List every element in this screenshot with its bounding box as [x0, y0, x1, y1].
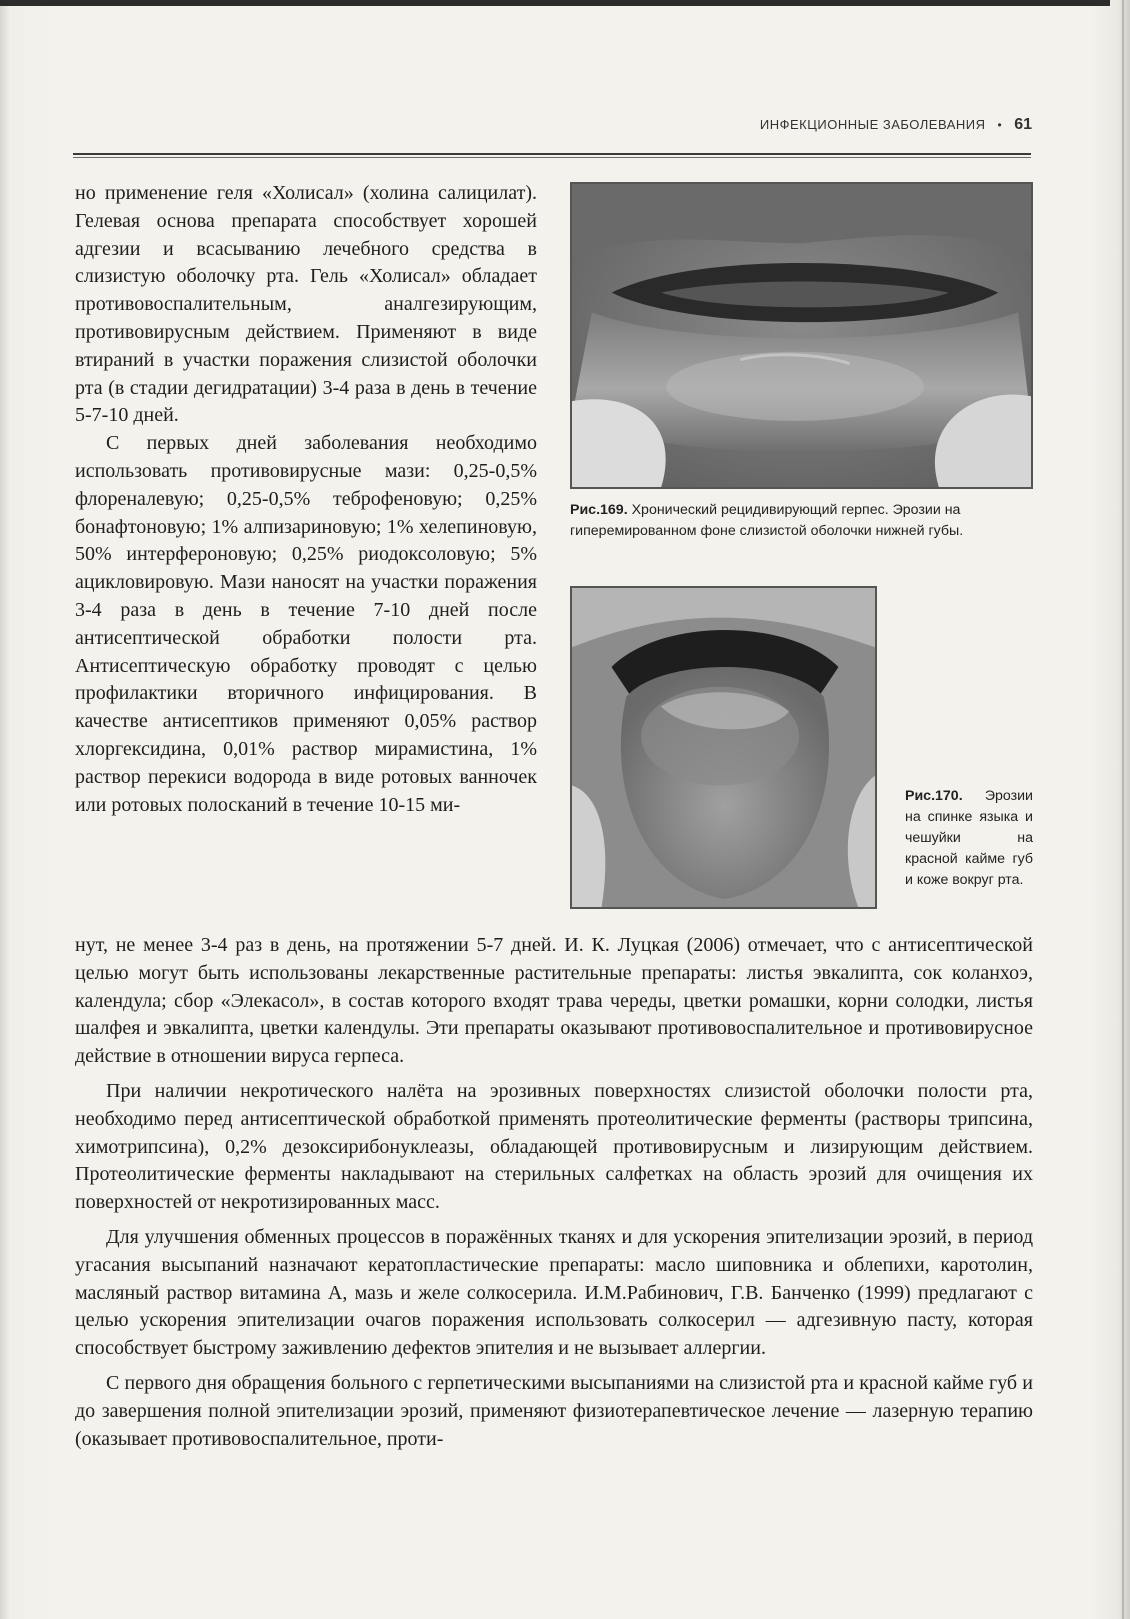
paragraph-6: С первого дня обращения больного с герпетическими высыпаниями на слизистой рта и красной кайме губ и до завершения полной эпителизации эрозий, применяют физиотерапевтическое лечение — лазерную терапию (оказывает противовоспалительное, проти- — [75, 1371, 1033, 1450]
paragraph-2: С первых дней заболевания необходимо использовать противовирусные мази: 0,25-0,5% флореналевую; 0,25-0,5% теброфеновую; 0,25% бонафтоновую; 1% алпизариновую; 1% хелепиновую, 50% интерфероновую; 0,25% риодоксоловую; 5% ацикловировую. Мази наносят на участки поражения 3-4 раза в день в течение 7-10 дней после антисептической обработки полости рта. Антисептическую обработку проводят с целью профилактики вторичного инфицирования. В качестве антисептиков применяют 0,05% раствор хлоргексидина, 0,01% раствор мирамистина, 1% раствор перекиси водорода в виде ротовых ванночек или ротовых полосканий в течение 10-15 ми- — [75, 432, 537, 816]
figure-170-caption — [905, 786, 1033, 891]
paragraph-5: Для улучшения обменных процессов в поражённых тканях и для ускорения эпителизации эрозий, в период угасания высыпаний назначают кератопластические препараты: масло шиповника и облепихи, каротолин, масляный раствор витамина А, мазь и желе солкосерила. И.М.Рабинович, Г.В. Банченко (1999) предлагают с целью ускорения эпителизации очагов поражения использовать солкосерил — адгезивную пасту, которая способствует быстрому заживлению дефектов эпителия и не вызывает аллергии. — [75, 1225, 1033, 1360]
paragraph-3: нут, не менее 3-4 раз в день, на протяжении 5-7 дней. И. К. Луцкая (2006) отмечает, что с антисептической целью могут быть использованы лекарственные растительные препараты: листья эвкалипта, сок коланхоэ, календула; сбор «Элекасол», в состав которого входят трава череды, цветки ромашки, корни солодки, листья шалфея и эвкалипта, цветки календулы. Эти препараты оказывают противовоспалительное и противовирусное действие в отношении вируса герпеса. — [75, 934, 1033, 1068]
header-rule-thick — [73, 153, 1031, 155]
paragraph-4: При наличии некротического налёта на эрозивных поверхностях слизистой оболочки полости рта, необходимо перед антисептической обработкой применять протеолитические ферменты (растворы трипсина, химотрипсина), 0,2% дезоксирибонуклеазы, обладающей противовирусным и лизирующим действием. Протеолитические ферменты накладывают на стерильных салфетках на область эрозий для очищения их поверхностей от некротизированных масс. — [75, 1079, 1033, 1214]
page-number: 61 — [1014, 116, 1032, 133]
left-text-column — [75, 180, 537, 819]
tongue-erosions-photo — [572, 588, 875, 907]
full-width-text — [75, 932, 1033, 1453]
figure-170-caption-text: Эрозии на спинке языка и чешуйки на красной кайме губ и коже вокруг рта. — [905, 788, 1033, 888]
lower-lip-herpes-photo — [572, 184, 1031, 487]
bullet-separator: • — [997, 118, 1003, 132]
paragraph-1: но применение геля «Холисал» (холина салицилат). Гелевая основа препарата способствует хорошей адгезии и всасыванию лечебного средства в слизистую оболочку рта. Гель «Холисал» обладает противовоспалительным, аналгезирующим, противовирусным действием. Применяют в виде втираний в участки поражения слизистой оболочки рта (в стадии дегидратации) 3-4 раза в день в течение 5-7-10 дней. — [75, 182, 537, 427]
figure-169-caption — [570, 500, 1033, 542]
figure-169-photo — [570, 182, 1033, 489]
figure-170-photo — [570, 586, 877, 909]
header-rule-thin — [73, 157, 1031, 158]
running-title: ИНФЕКЦИОННЫЕ ЗАБОЛЕВАНИЯ — [759, 117, 986, 132]
scan-right-edge — [1122, 0, 1124, 1619]
figure-169-caption-text: Хронический рецидивирующий герпес. Эрозии на гиперемированном фоне слизистой оболочки нижней губы. — [570, 502, 964, 539]
figure-169-label: Рис.169. — [570, 502, 628, 518]
scan-top-edge — [0, 0, 1110, 6]
running-head — [640, 116, 1032, 134]
figure-170-label: Рис.170. — [905, 788, 963, 804]
